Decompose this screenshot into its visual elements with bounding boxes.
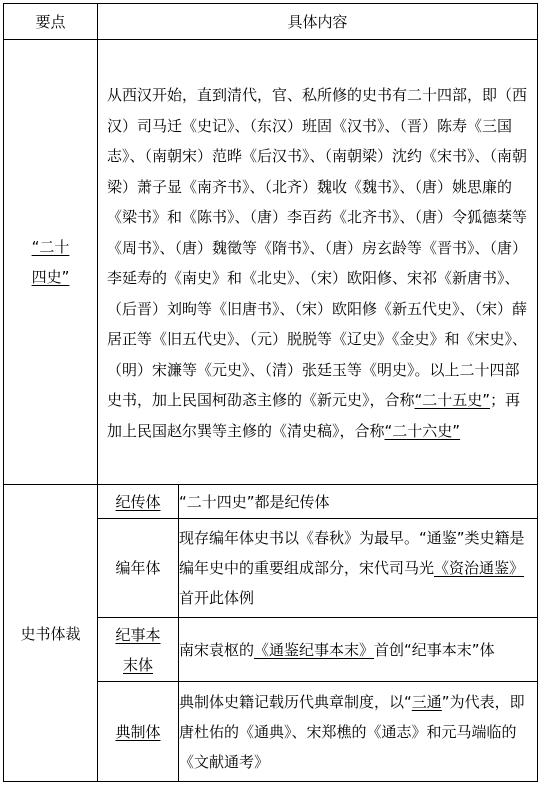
genre-desc-biannian-1: 现存编年体史书以《春秋》为最早。“通鉴”类史籍是编年史中的重要组成部分，宋代司马光 — [179, 529, 525, 577]
genre-desc-biannian-book: 《资治通鉴》 — [434, 559, 525, 577]
genre-desc-jizhuan: “二十四史”都是纪传体 — [179, 492, 330, 511]
section1-key-cell — [4, 40, 98, 485]
genre-desc-dianzhi-term: 三通 — [411, 692, 442, 711]
genre-name-jishi: 纪事本末体 — [115, 625, 161, 674]
genre-desc-jishi-2: 首创“纪事本末”体 — [374, 640, 495, 659]
genre-name-jizhuan: 纪传体 — [115, 492, 161, 511]
section1-text-2: ；再加上民国赵尔巽等主修的《清史稿》，合称 — [107, 391, 521, 440]
section1-term-26: “二十六史” — [384, 421, 461, 440]
header-content-cell: 具体内容 — [98, 4, 538, 40]
genre-name-biannian: 编年体 — [115, 559, 161, 577]
header-key-cell: 要点 — [4, 4, 98, 40]
genre-name-dianzhi: 典制体 — [115, 722, 161, 741]
section1-label: “二十四史” — [31, 238, 70, 286]
genre-desc-cell — [179, 519, 538, 618]
genre-name-cell — [98, 485, 179, 519]
section1-term-25: “二十五史” — [414, 391, 491, 409]
section2-label: 史书体裁 — [20, 624, 81, 643]
genre-name-cell — [98, 618, 179, 682]
genre-desc-dianzhi-1: 典制体史籍记载历代典章制度，以“ — [179, 692, 412, 711]
genre-desc-cell — [179, 485, 538, 519]
genre-name-cell — [98, 682, 179, 782]
section1-text-1: 从西汉开始，直到清代，官、私所修的史书有二十四部，即（西汉）司马迁《史记》、（东汉）班固《汉书》、（晋）陈寿《三国志》、（南朝宋）范晔《后汉书》、（南朝梁）沈约《宋书》、（南朝梁）萧子显《南齐书》、（北齐）魏收《魏书》、（唐）姚思廉的《梁书》和《陈书》、（唐）李百药《北齐书》、（唐）令狐德棻等《周书》、（唐）魏徵等《隋书》、（唐）房玄龄等《晋书》、（唐）李延寿的《南史》和《北史》、（宋）欧阳修、宋祁《新唐书》、（后晋）刘昫等《旧唐书》、（宋）欧阳修《新五代史》、（宋）薛居正等《旧五代史》、（元）脱脱等《辽史》《金史》和《宋史》、（明）宋濂等《元史》、（清）张廷玉等《明史》。以上二十四部史书，加上民国柯劭忞主修的《新元史》，合称 — [107, 86, 528, 409]
section1-row — [4, 40, 538, 485]
genre-desc-dianzhi-2: ”为代表，即唐杜佑的《通典》、宋郑樵的《通志》和元马端临的《文献通考》 — [179, 692, 525, 771]
genre-desc-cell — [179, 618, 538, 682]
genre-desc-jishi-1: 南宋袁枢的 — [179, 640, 255, 659]
genre-desc-biannian-2: 首开此体例 — [179, 589, 255, 607]
header-row — [4, 4, 538, 40]
genre-name-cell — [98, 519, 179, 618]
genre-desc-jishi-book: 《通鉴纪事本末》 — [254, 640, 375, 659]
section1-paragraph — [98, 76, 537, 448]
genre-desc-cell — [179, 682, 538, 782]
section1-content-cell — [98, 40, 538, 485]
genre-table — [3, 3, 538, 782]
section2-key-cell — [4, 485, 98, 782]
genre-row-jizhuan — [4, 485, 538, 519]
